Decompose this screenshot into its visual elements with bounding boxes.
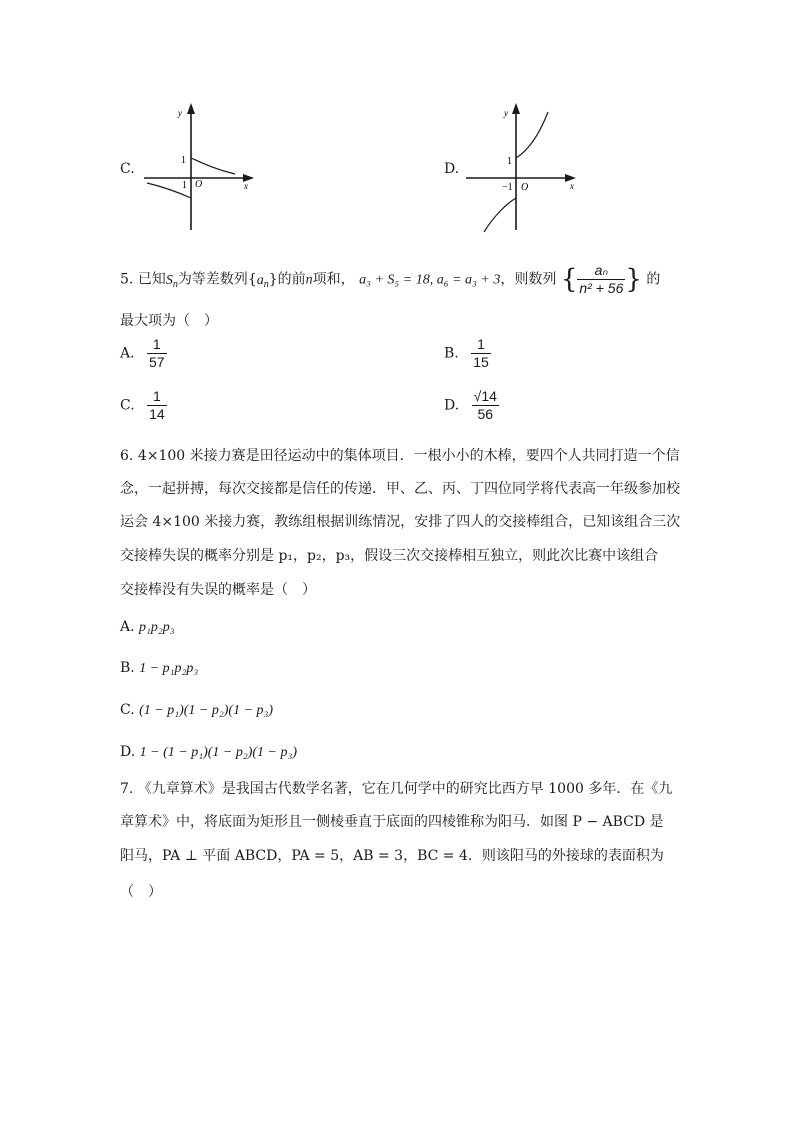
q7-line3: 阳马，PA ⊥ 平面 ABCD，PA = 5，AB = 3，BC = 4．则该阳马的外接球的表面积为 (120, 848, 664, 864)
q5-option-d: D. $\frac{√14}{56}$ (444, 388, 497, 422)
graph-d-origin: O (521, 182, 529, 193)
q5-option-a: A. $\frac{1}{57}$ (120, 336, 165, 370)
q6-option-a: A. p₁p₂p₃ (120, 619, 175, 635)
graph-d-tick-pos: 1 (507, 156, 512, 167)
q6-option-b: B. 1 − p₁p₂p₃ (120, 660, 199, 676)
q7-line2: 章算术》中，将底面为矩形且一侧棱垂直于底面的四棱锥称为阳马．如图 P − ABCD 是 (120, 814, 664, 830)
q6-line3: 运会 4×100 米接力赛，教练组根据训练情况，安排了四人的交接棒组合，已知该组合三次 (120, 514, 681, 530)
q5-number: 5. (120, 271, 134, 288)
q6-number: 6. (120, 448, 134, 464)
graph-c-x-label: x (244, 181, 248, 191)
graph-d-curve-right (516, 112, 548, 158)
q5-condition: a₃ + S₅ = 18, a₆ = a₃ + 3 (359, 272, 501, 288)
graph-d-x-label: x (570, 181, 574, 191)
graph-d-y-arrow (512, 103, 520, 114)
graph-d-tick-neg: −1 (502, 182, 513, 193)
q5-option-b: B. $\frac{1}{15}$ (444, 336, 489, 370)
graph-c-curve-right (191, 158, 235, 174)
graph-c-tick-pos: 1 (181, 155, 186, 166)
q6-line1: 6. 4×100 米接力赛是田径运动中的集体项目．一根小小的木棒，要四个人共同打造一个信 (120, 448, 680, 464)
q5-option-c: C. $\frac{1}{14}$ (120, 388, 165, 422)
q6-line5: 交接棒没有失误的概率是（ ） (120, 582, 316, 598)
graph-d-curve-left (484, 198, 516, 232)
q6-option-c: C. (1 − p₁)(1 − p₂)(1 − p₃) (120, 702, 274, 718)
graph-c (140, 100, 260, 235)
q6-option-d: D. 1 − (1 − p₁)(1 − p₂)(1 − p₃) (120, 744, 298, 760)
graph-c-y-label: y (178, 108, 182, 118)
option-d-label: D. (444, 161, 460, 177)
graph-d (462, 100, 582, 235)
graph-c-y-arrow (187, 103, 195, 114)
graph-c-origin: O (195, 179, 203, 190)
q7-number: 7. (120, 781, 134, 797)
graph-d-y-label: y (504, 108, 508, 118)
q7-line1: 7. 《九章算术》是我国古代数学名著，它在几何学中的研究比西方早 1000 多年．在《九 (120, 781, 673, 797)
q6-line4: 交接棒失误的概率分别是 p₁，p₂，p₃，假设三次交接棒相互独立，则此次比赛中该组合 (120, 548, 659, 564)
option-c-label: C. (120, 161, 135, 177)
q5-line2: 最大项为（ ） (120, 313, 218, 329)
q5-line1: 5. 已知$S_n$为等差数列$\{a_n\}$的前n项和， a₃ + S₅ = 18, a₆ = a₃ + 3，则数列 { $\frac{\text{aₙ}}{\text{n² + 56}}$ } 的 (120, 262, 661, 296)
q7-line4: （ ） (120, 884, 162, 900)
graph-c-tick-neg: 1 (182, 180, 187, 191)
q6-line2: 念，一起拼搏，每次交接都是信任的传递．甲、乙、丙、丁四位同学将代表高一年级参加校 (120, 481, 680, 497)
